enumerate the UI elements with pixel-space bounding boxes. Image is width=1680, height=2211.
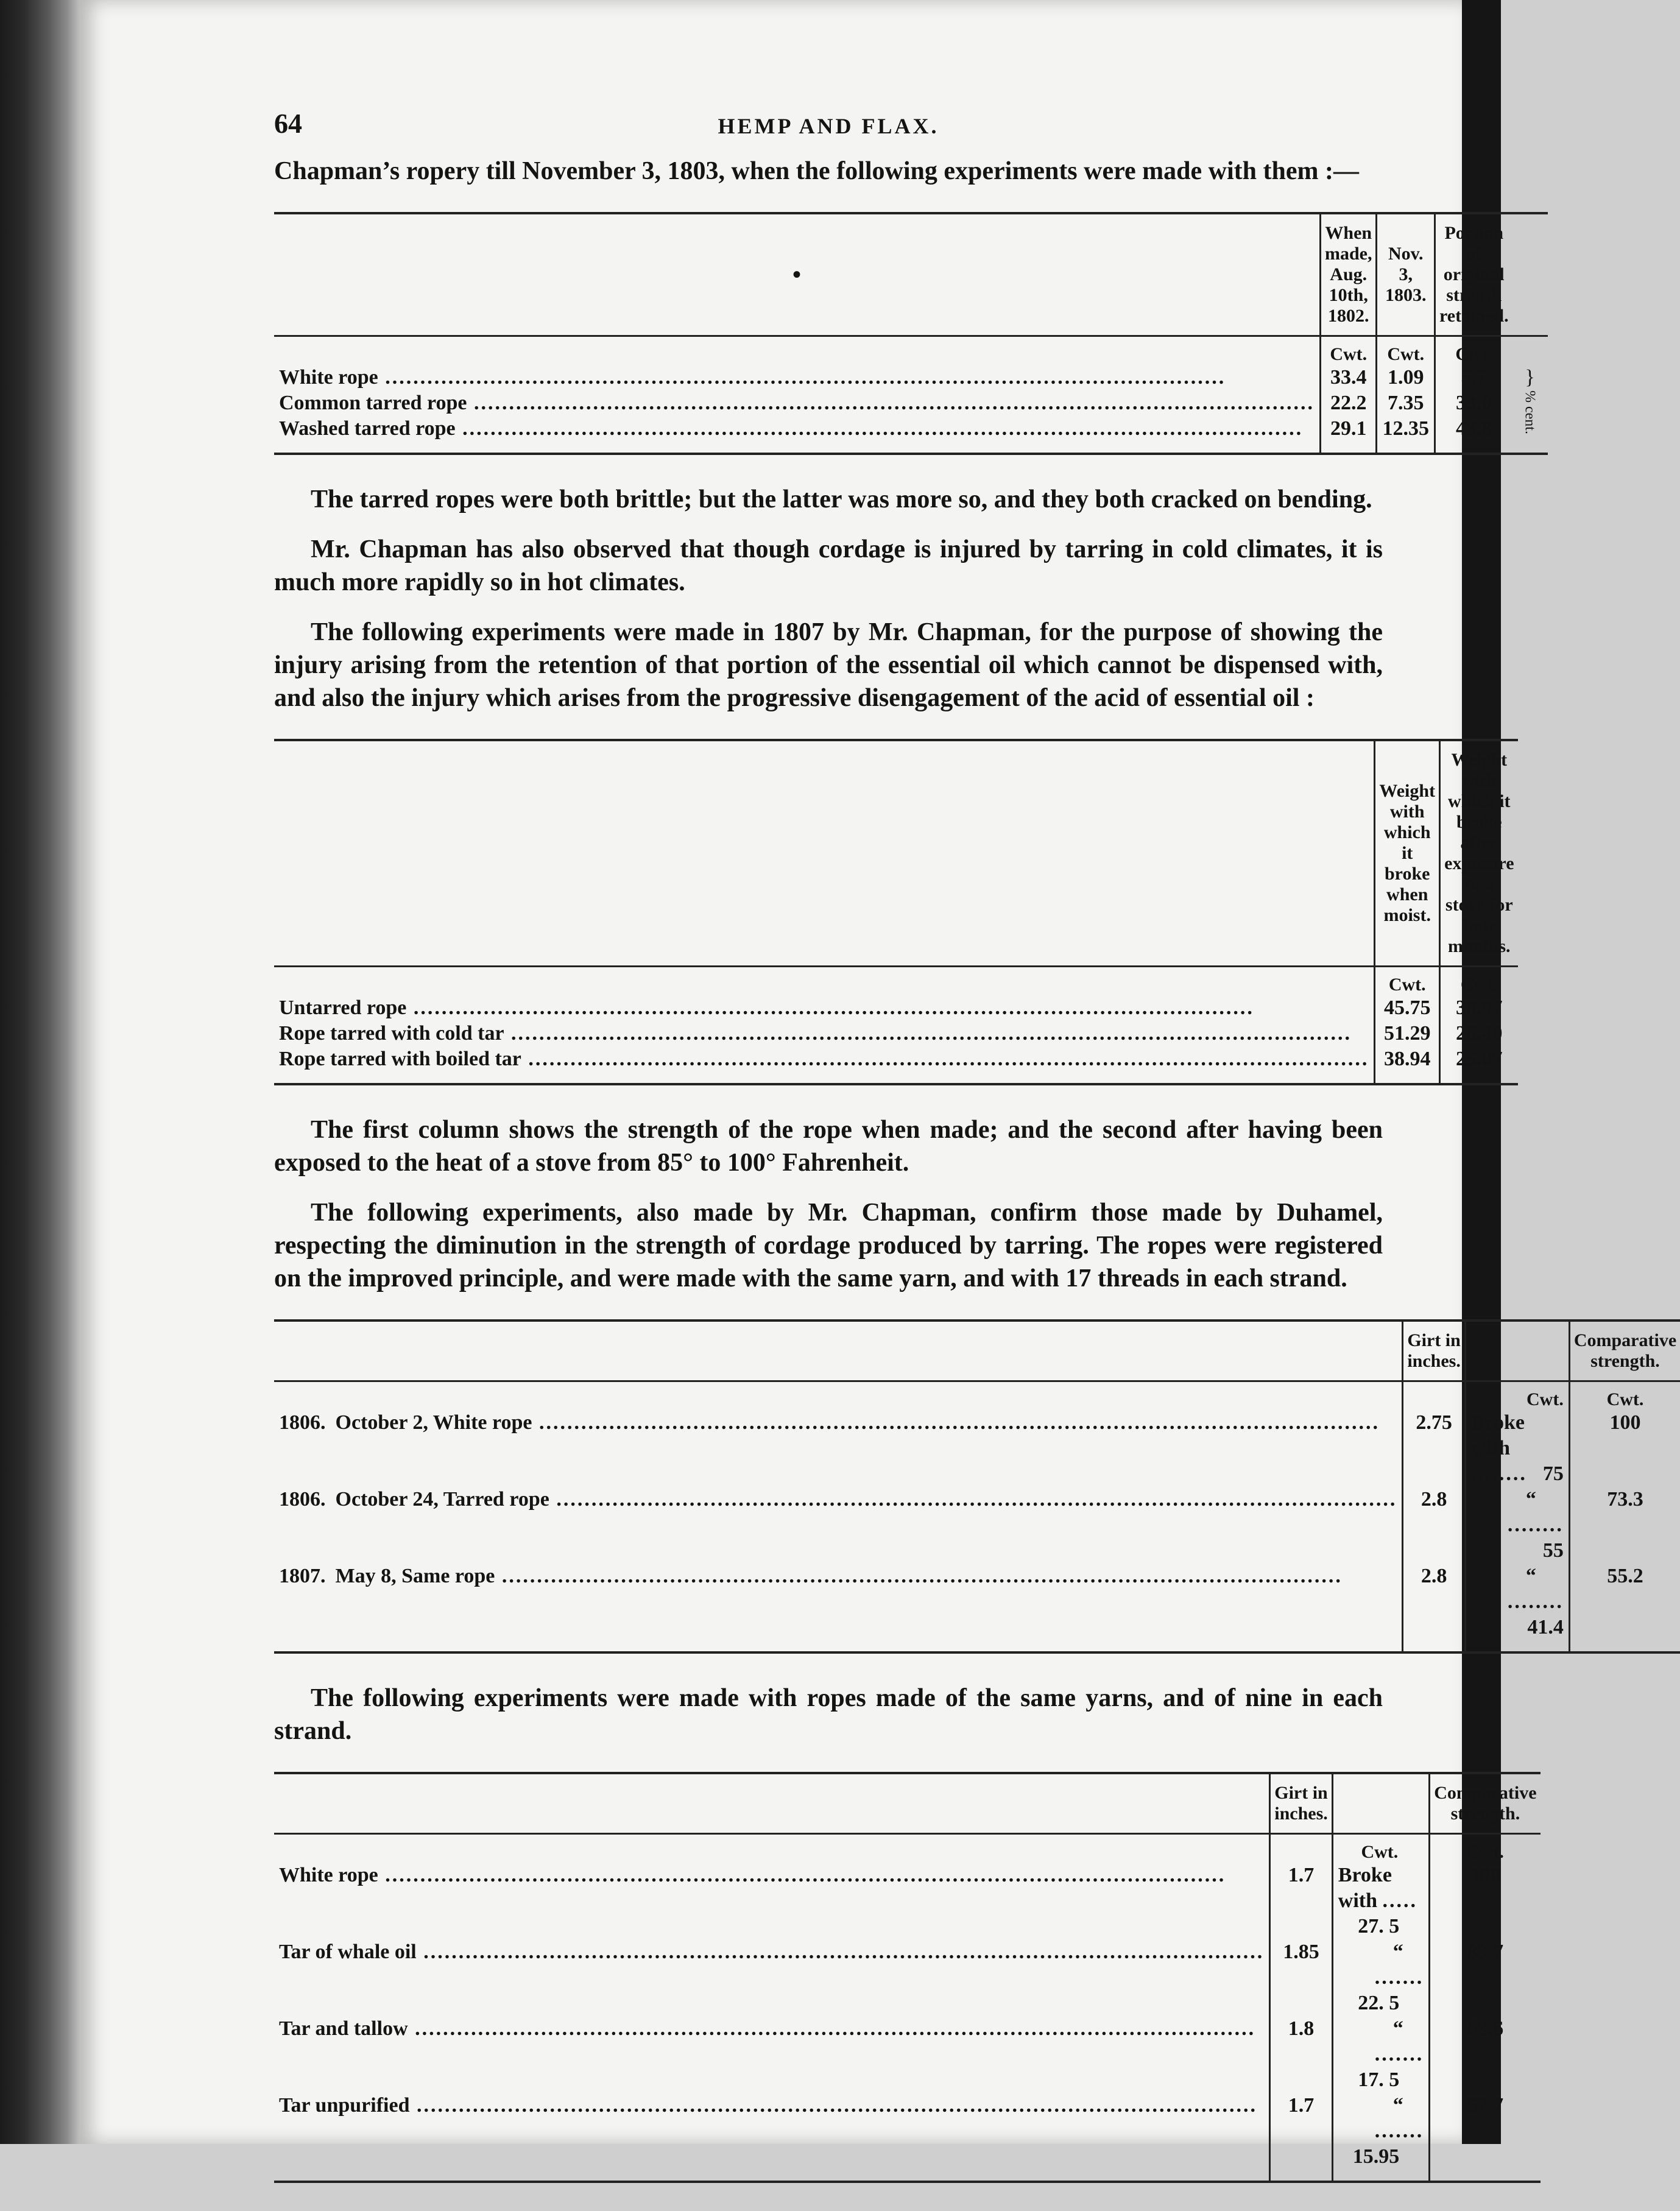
row-label: White rope ..... (279, 1864, 1226, 1886)
running-head: HEMP AND FLAX. (718, 114, 939, 138)
ditto-mark: “ (1392, 1941, 1403, 1963)
row-label: Tar of whale oil ..... (279, 1941, 1264, 1963)
table1-stub: • (274, 213, 1320, 336)
cell-broke: Broke with ........ 75 (1465, 1410, 1569, 1487)
table2-unit: Cwt. (1440, 967, 1518, 996)
cell-cwt: 15.95 (1352, 2145, 1400, 2168)
paragraph-climates: Mr. Chapman has also observed that though cordage is injured by tarring in cold climates, it is much more rapidly so in hot climates. (274, 535, 1383, 596)
cell-moist: 45.75 (1375, 995, 1440, 1021)
cell-broke: Broke with ..... 27. 5 (1332, 1863, 1430, 1939)
table-nine-threads (274, 1772, 1541, 2183)
cell-nov-1803: 12.35 (1377, 416, 1435, 454)
table4-unit: Cwt. (1430, 1834, 1541, 1863)
cell-comparative: 57.7 (1430, 2093, 1541, 2182)
cell-girt: 1.8 (1270, 2016, 1333, 2093)
cell-comparative: 55.2 (1569, 1564, 1680, 1652)
cell-girt: 1.85 (1270, 1939, 1333, 2016)
ditto-mark: “ (1392, 2017, 1403, 2040)
row-label: Washed tarred rope ..... (279, 417, 1303, 440)
table3-unit: Cwt. (1569, 1381, 1680, 1411)
cell-girt: 1.7 (1270, 2093, 1333, 2182)
page-content (274, 97, 1677, 2211)
table-moist-vs-stove (274, 739, 1518, 1085)
cell-broke: “ ........ 41.4 (1465, 1564, 1569, 1652)
cell-stove: 25.07 (1440, 1046, 1518, 1084)
broke-with-label: Broke with (1470, 1411, 1525, 1459)
table2-header-stove: Weight with which it broke after exposure to a stove for four months. (1440, 740, 1518, 967)
cell-when-made: 22.2 (1320, 390, 1377, 416)
table-row (274, 1410, 1680, 1487)
cell-comparative: 83.7 (1430, 1939, 1541, 2016)
row-label: October 24, Tarred rope ..... (336, 1488, 1397, 1511)
paragraph-duhamel: The following experiments, also made by Mr. Chapman, confirm those made by Duhamel, respecting the diminution in the strength of cordage produced by tarring. The ropes were registered on the improved principle, and were made with the same yarn, and with 17 threads in each strand. (274, 1199, 1383, 1292)
cell-cwt: 41.4 (1527, 1616, 1564, 1638)
row-label: May 8, Same rope ..... (336, 1565, 1343, 1587)
cell-comparative: 100 (1430, 1863, 1541, 1939)
table3-unit: Cwt. (1465, 1381, 1569, 1411)
cell-year: 1807. (279, 1565, 326, 1587)
cell-comparative: 73.3 (1569, 1487, 1680, 1564)
table-rope-strength-1802-1803 (274, 212, 1548, 455)
paragraph-nine-strand: The following experiments were made with ropes made of the same yarns, and of nine in each strand. (274, 1684, 1383, 1745)
row-label: Tar and tallow ..... (279, 2017, 1255, 2040)
paragraph-first-column: The first column shows the strength of the rope when made; and the second after having been exposed to the heat of a stove from 85° to 100° Fahrenheit. (274, 1116, 1383, 1177)
cell-when-made: 29.1 (1320, 416, 1377, 454)
table-row (274, 1046, 1518, 1084)
book-page (79, 0, 1677, 2168)
cell-broke: “ ....... 15.95 (1332, 2093, 1430, 2182)
row-label: Tar unpurified ..... (279, 2094, 1257, 2117)
cell-year: 1806. (279, 1488, 326, 1511)
table-17-threads (274, 1319, 1680, 1654)
paragraph-1807-experiments: The following experiments were made in 1807 by Mr. Chapman, for the purpose of showing the injury arising from the retention of that portion of the essential oil which cannot be dispensed with, and also the injury which arises from the progressive disengagement of the acid of essential oil : (274, 618, 1383, 712)
broke-with-label: Broke with (1338, 1864, 1392, 1912)
ditto-mark: “ (1525, 1488, 1536, 1511)
table-row (274, 1939, 1541, 2016)
table2-header-moist: Weight with which it broke when moist. (1375, 740, 1440, 967)
table4-header-comparative: Comparative strength. (1430, 1773, 1541, 1834)
cell-year: 1806. (279, 1411, 326, 1434)
cell-broke: “ ........ 55 (1465, 1487, 1569, 1564)
cell-girt: 1.7 (1270, 1863, 1333, 1939)
table2-unit: Cwt. (1375, 967, 1440, 996)
per-cent-note: % cent. (1522, 390, 1538, 434)
table-row (274, 365, 1548, 390)
cell-moist: 51.29 (1375, 1021, 1440, 1046)
table-row (274, 1021, 1518, 1046)
cell-girt: 2.8 (1403, 1564, 1466, 1652)
page-header (274, 97, 1383, 146)
row-label: October 2, White rope ..... (336, 1411, 1380, 1434)
row-label: White rope ..... (279, 366, 1226, 389)
table-row (274, 2093, 1541, 2182)
table1-unit: Cwt. (1320, 336, 1377, 365)
table1-header-when-made: When made, Aug. 10th, 1802. (1320, 213, 1377, 336)
row-label: Common tarred rope ..... (279, 392, 1315, 414)
percent-brace: }% cent. (1512, 365, 1548, 454)
table-row (274, 390, 1548, 416)
cell-nov-1803: 1.09 (1377, 365, 1435, 390)
cell-nov-1803: 7.35 (1377, 390, 1435, 416)
cell-broke: “ ....... 17. 5 (1332, 2016, 1430, 2093)
cell-cwt: 17. 5 (1358, 2068, 1400, 2091)
table-row (274, 2016, 1541, 2093)
intro-paragraph: Chapman’s ropery till November 3, 1803, when the following experiments were made with them :— (274, 157, 1359, 185)
cell-portion: 33.0 (1435, 390, 1512, 416)
cell-girt: 2.75 (1403, 1410, 1466, 1487)
cell-portion: 5.7 (1435, 365, 1512, 390)
cell-cwt: 27. 5 (1358, 1915, 1400, 1938)
table1-unit: Cwt. (1377, 336, 1435, 365)
book-spine-shadow (0, 0, 79, 2144)
cell-stove: 26.40 (1440, 1021, 1518, 1046)
table-row (274, 995, 1518, 1021)
cell-comparative: 100 (1569, 1410, 1680, 1487)
row-label: Untarred rope ..... (279, 996, 1254, 1019)
table3-header-girt: Girt in inches. (1403, 1321, 1466, 1381)
cell-girt: 2.8 (1403, 1487, 1466, 1564)
table4-unit: Cwt. (1332, 1834, 1430, 1863)
cell-stove: 38.97 (1440, 995, 1518, 1021)
table-row (274, 1863, 1541, 1939)
ditto-mark: “ (1392, 2094, 1403, 2117)
table1-header-nov-1803: Nov. 3, 1803. (1377, 213, 1435, 336)
page-number: 64 (274, 108, 302, 139)
table1-header-portion: Portion of original strenth retained. (1435, 213, 1512, 336)
table-row (274, 416, 1548, 454)
table3-header-comparative: Comparative strength. (1569, 1321, 1680, 1381)
table-row (274, 1487, 1680, 1564)
cell-cwt: 55 (1542, 1539, 1564, 1562)
cell-cwt: 75 (1542, 1462, 1564, 1485)
row-label: Rope tarred with cold tar ..... (279, 1022, 1352, 1045)
cell-when-made: 33.4 (1320, 365, 1377, 390)
row-label: Rope tarred with boiled tar ..... (279, 1048, 1369, 1070)
cell-moist: 38.94 (1375, 1046, 1440, 1084)
table4-header-girt: Girt in inches. (1270, 1773, 1333, 1834)
paragraph-brittle: The tarred ropes were both brittle; but the latter was more so, and they both cracked on bending. (311, 485, 1372, 513)
table-row (274, 1564, 1680, 1652)
table1-unit: Cwt. (1435, 336, 1512, 365)
ditto-mark: “ (1525, 1565, 1536, 1587)
cell-broke: “ ....... 22. 5 (1332, 1939, 1430, 2016)
cell-cwt: 22. 5 (1358, 1992, 1400, 2014)
cell-portion: 43.8 (1435, 416, 1512, 454)
cell-comparative: 63.6 (1430, 2016, 1541, 2093)
